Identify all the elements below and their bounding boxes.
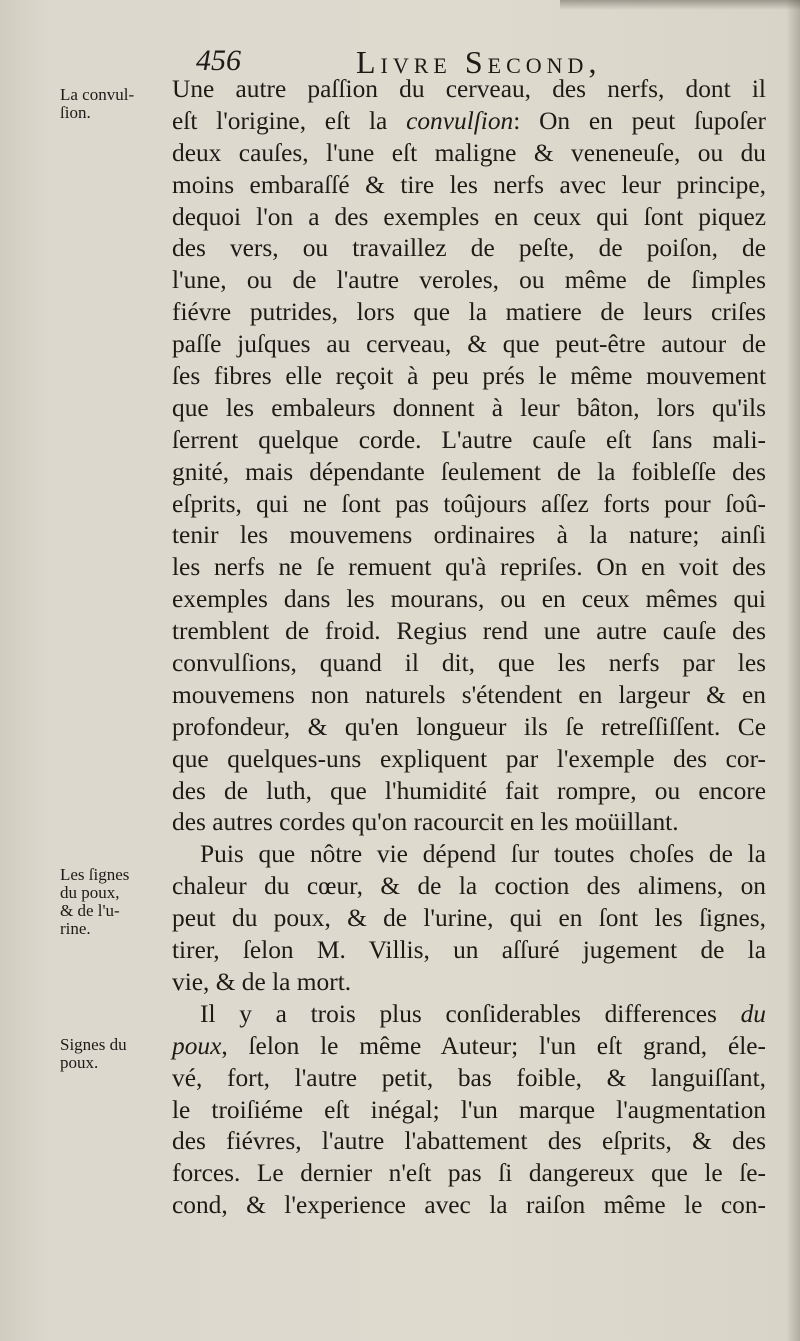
- text-line: dequoi l'on a des exemples en ceux qui ſont piquez: [172, 202, 766, 231]
- text-line: gnité, mais dépendante ſeulement de la foibleſſe des: [172, 457, 766, 486]
- text-line: Une autre paſſion du cerveau, des nerfs, dont il: [172, 75, 766, 103]
- text-line: paſſe juſques au cerveau, & que peut-être autour de: [172, 330, 766, 359]
- text-line: tremblent de froid. Regius rend une autre cauſe des: [172, 617, 766, 646]
- running-head: Livre Second,: [356, 44, 602, 80]
- margin-note-line: Signes du: [60, 1035, 127, 1054]
- text-line: eſprits, qui ne ſont pas toûjours aſſez forts pour ſoû-: [172, 489, 766, 518]
- text-line: des autres cordes qu'on racourcit en les moüillant.: [172, 808, 679, 837]
- text-line: ſes fibres elle reçoit à peu prés le même mouvement: [172, 362, 766, 391]
- margin-note-convulsion: [60, 86, 168, 122]
- text-line: vie, & de la mort.: [172, 967, 352, 996]
- italic-term: du: [740, 999, 766, 1028]
- text-line: convulſions, quand il dit, que les nerfs par les: [172, 649, 766, 678]
- page-number: 456: [196, 44, 241, 77]
- text-line: moins embaraſſé & tire les nerfs avec leur principe,: [172, 170, 766, 199]
- text-line: forces. Le dernier n'eſt pas ſi dangereux que le ſe-: [172, 1159, 766, 1188]
- text-line: peut du poux, & de l'urine, qui en ſont les ſignes,: [172, 904, 766, 933]
- text-line: Puis que nôtre vie dépend ſur toutes choſes de la: [200, 840, 766, 869]
- text-line: tenir les mouvemens ordinaires à la nature; ainſi: [172, 521, 766, 550]
- text-line: des de luth, que l'humidité fait rompre, ou encore: [172, 776, 766, 805]
- margin-note-line: La convul-: [60, 85, 135, 104]
- text-line: des fiévres, l'autre l'abattement des eſprits, & des: [172, 1127, 766, 1156]
- text-line: ſerrent quelque corde. L'autre cauſe eſt ſans mali-: [172, 425, 766, 454]
- text-line: les nerfs ne ſe remuent qu'à repriſes. On en voit des: [172, 553, 766, 582]
- margin-note-line: Les ſignes: [60, 865, 130, 884]
- margin-note-line: & de l'u-: [60, 901, 120, 920]
- margin-note-signes-poux: [60, 1036, 168, 1072]
- text-line: cond, & l'experience avec la raiſon même le con-: [172, 1191, 766, 1220]
- text-line: poux, ſelon le même Auteur; l'un eſt grand, éle-: [172, 1031, 766, 1060]
- body-text: [172, 74, 766, 1222]
- text-line: que quelques-uns expliquent par l'exemple des cor-: [172, 744, 766, 773]
- text-line: mouvemens non naturels s'étendent en largeur & en: [172, 680, 766, 709]
- text-line: tirer, ſelon M. Villis, un aſſuré jugement de la: [172, 936, 766, 965]
- margin-note-signes-poux-urine: [60, 866, 168, 938]
- italic-term: convulſion: [406, 106, 514, 135]
- text-line: Il y a trois plus conſiderables differences du: [200, 999, 766, 1028]
- text-line: l'une, ou de l'autre veroles, ou même de ſimples: [172, 266, 766, 295]
- text-line: des vers, ou travaillez de peſte, de poiſon, de: [172, 234, 766, 263]
- text-line: eſt l'origine, eſt la convulſion: On en peut ſupoſer: [172, 106, 767, 135]
- margin-note-line: ſion.: [60, 103, 91, 122]
- margin-note-line: poux.: [60, 1053, 99, 1072]
- text-line: deux cauſes, l'une eſt maligne & veneneuſe, ou du: [172, 138, 766, 167]
- page-top-edge-shadow: [560, 0, 800, 10]
- text-line: profondeur, & qu'en longueur ils ſe retreſſiſſent. Ce: [172, 712, 766, 741]
- margin-note-line: rine.: [60, 919, 91, 938]
- page-right-edge-shadow: [786, 0, 800, 1341]
- text-line: chaleur du cœur, & de la coction des alimens, on: [172, 872, 766, 901]
- text-line: que les embaleurs donnent à leur bâton, lors qu'ils: [172, 393, 766, 422]
- text-line: vé, fort, l'autre petit, bas foible, & languiſſant,: [172, 1063, 766, 1092]
- margin-note-line: du poux,: [60, 883, 120, 902]
- text-line: fiévre putrides, lors que la matiere de leurs criſes: [172, 298, 766, 327]
- text-line: le troiſiéme eſt inégal; l'un marque l'augmentation: [172, 1095, 766, 1124]
- text-line: exemples dans les mourans, ou en ceux mêmes qui: [172, 585, 766, 614]
- italic-term: poux: [172, 1031, 222, 1060]
